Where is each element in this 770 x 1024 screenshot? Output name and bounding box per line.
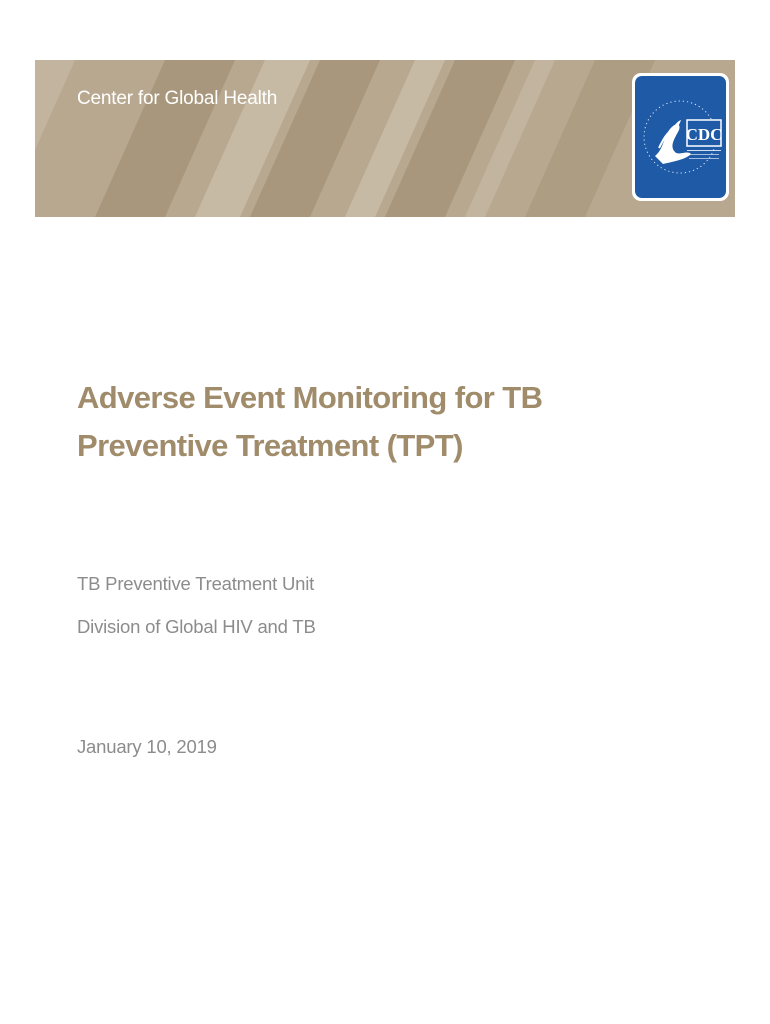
- division-name: Division of Global HIV and TB: [77, 616, 316, 637]
- cdc-logo-text: CDC: [685, 125, 723, 144]
- banner-stripes: [35, 60, 735, 217]
- cdc-logo-badge: [635, 76, 726, 198]
- document-title: Adverse Event Monitoring for TB Preventive Treatment (TPT): [77, 380, 543, 463]
- unit-name: TB Preventive Treatment Unit: [77, 573, 315, 594]
- presentation-date: January 10, 2019: [77, 736, 217, 757]
- cdc-logo: [632, 73, 729, 201]
- hhs-eagle-icon: [635, 76, 726, 198]
- header-banner: [35, 60, 735, 217]
- center-for-global-health-label: Center for Global Health: [77, 88, 278, 109]
